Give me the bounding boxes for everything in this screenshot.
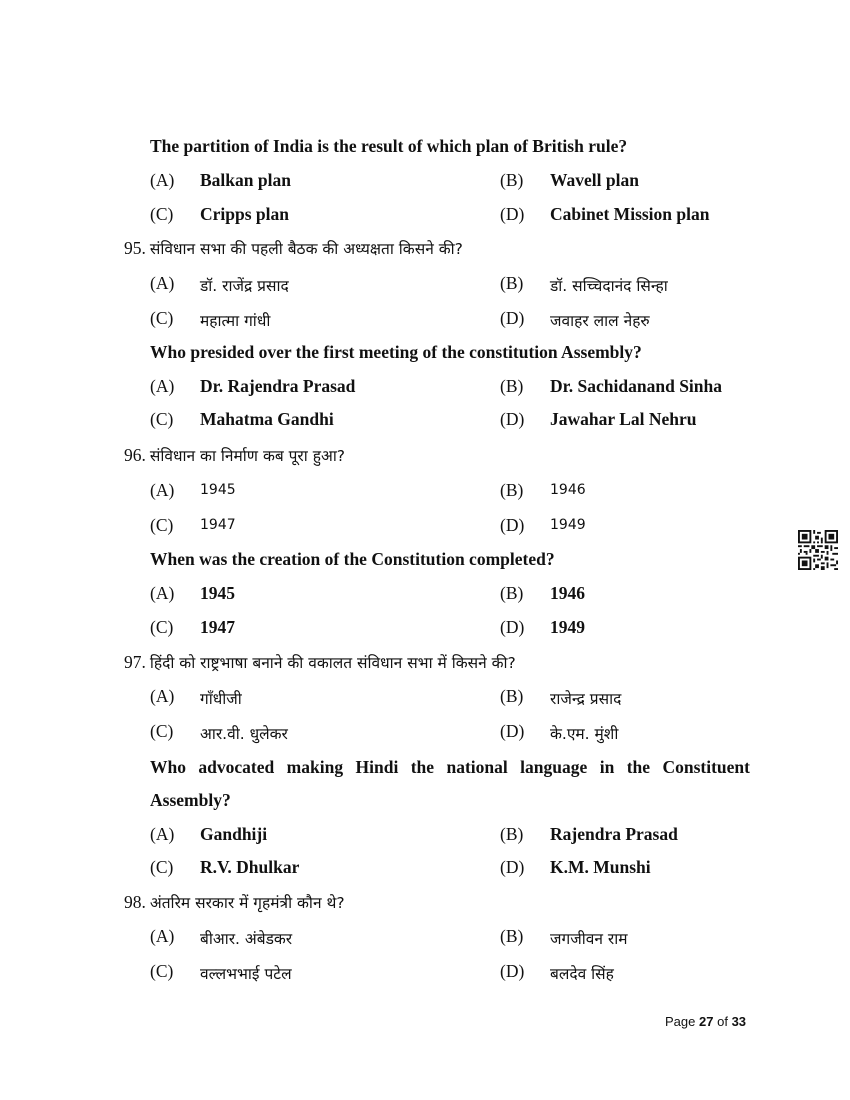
q95-hi-opt-b-text: डॉ. सच्चिदानंद सिन्हा — [550, 277, 668, 295]
q97-en-opt-d-text: K.M. Munshi — [550, 857, 651, 877]
q94-opt-a-text: Balkan plan — [200, 170, 291, 190]
q97-en-opt-a-text: Gandhiji — [200, 824, 268, 844]
q95-number: 95. — [124, 238, 146, 258]
q95-hi-opt-d-label: (D) — [500, 308, 525, 328]
q96-en-opt-d-text: 1949 — [550, 617, 585, 637]
q95-en-opt-a-text: Dr. Rajendra Prasad — [200, 376, 356, 396]
q97-hi-opt-c-text: आर.वी. धुलेकर — [200, 725, 288, 743]
q98-hi-opt-a-text: बीआर. अंबेडकर — [200, 930, 293, 948]
q98-question-hi: अंतरिम सरकार में गृहमंत्री कौन थे? — [149, 894, 345, 912]
q94-opt-d-label: (D) — [500, 204, 525, 224]
q97-hi-opt-c-label: (C) — [150, 721, 174, 741]
footer-page-word: Page — [665, 1014, 696, 1029]
q94-opt-c-text: Cripps plan — [200, 204, 289, 224]
q95-en-opt-c-label: (C) — [150, 409, 174, 429]
q95-en-opt-a-label: (A) — [150, 376, 175, 396]
q95-question-en: Who presided over the first meeting of the constitution Assembly? — [150, 342, 642, 362]
q98-hi-opt-c-text: वल्लभभाई पटेल — [200, 965, 292, 983]
q98-hi-opt-d-label: (D) — [500, 961, 525, 981]
q96-en-opt-b-text: 1946 — [550, 583, 585, 603]
q97-hi-opt-a-label: (A) — [150, 686, 175, 706]
q95-question-hi: संविधान सभा की पहली बैठक की अध्यक्षता किसने की? — [149, 240, 463, 258]
q97-en-opt-c-text: R.V. Dhulkar — [200, 857, 300, 877]
q97-hi-opt-a-text: गाँधीजी — [200, 690, 242, 708]
q97-question-en-line1: Who advocated making Hindi the national language in the Constituent — [150, 757, 750, 777]
q96-hi-opt-a-text: 1945 — [200, 482, 236, 498]
qr-code-icon — [798, 530, 838, 570]
q96-question-hi-row — [124, 444, 345, 466]
q96-en-opt-c-text: 1947 — [200, 617, 235, 637]
q95-en-opt-d-label: (D) — [500, 409, 525, 429]
q96-number: 96. — [124, 445, 146, 465]
page-footer — [665, 1014, 746, 1029]
q96-hi-opt-c-label: (C) — [150, 515, 174, 535]
q97-en-opt-c-label: (C) — [150, 857, 174, 877]
footer-total-pages: 33 — [731, 1014, 747, 1029]
q95-hi-opt-c-text: महात्मा गांधी — [200, 312, 271, 330]
q96-hi-opt-a-label: (A) — [150, 480, 175, 500]
q94-opt-a-label: (A) — [150, 170, 175, 190]
q96-en-opt-a-text: 1945 — [200, 583, 235, 603]
q95-en-opt-b-label: (B) — [500, 376, 524, 396]
q96-en-opt-c-label: (C) — [150, 617, 174, 637]
q98-question-hi-row — [124, 891, 345, 913]
q97-question-en-line2: Assembly? — [150, 790, 231, 810]
q95-en-opt-c-text: Mahatma Gandhi — [200, 409, 334, 429]
q95-hi-opt-d-text: जवाहर लाल नेहरु — [550, 312, 650, 330]
q95-hi-opt-b-label: (B) — [500, 273, 524, 293]
q96-en-opt-b-label: (B) — [500, 583, 524, 603]
q94-opt-c-label: (C) — [150, 204, 174, 224]
q98-hi-opt-a-label: (A) — [150, 926, 175, 946]
q94-opt-b-text: Wavell plan — [550, 170, 639, 190]
q96-hi-opt-d-text: 1949 — [550, 517, 586, 533]
q96-hi-opt-b-text: 1946 — [550, 482, 586, 498]
q97-question-hi-row — [124, 651, 516, 673]
q95-hi-opt-a-text: डॉ. राजेंद्र प्रसाद — [200, 277, 289, 295]
q98-hi-opt-b-text: जगजीवन राम — [550, 930, 628, 948]
q96-en-opt-a-label: (A) — [150, 583, 175, 603]
q96-en-opt-d-label: (D) — [500, 617, 525, 637]
q97-hi-opt-d-label: (D) — [500, 721, 525, 741]
q96-question-hi: संविधान का निर्माण कब पूरा हुआ? — [149, 447, 346, 465]
q94-opt-b-label: (B) — [500, 170, 524, 190]
q97-en-opt-b-text: Rajendra Prasad — [550, 824, 678, 844]
q94-opt-d-text: Cabinet Mission plan — [550, 204, 710, 224]
q97-en-opt-a-label: (A) — [150, 824, 175, 844]
q95-hi-opt-a-label: (A) — [150, 273, 175, 293]
q95-question-hi-row — [124, 237, 463, 259]
q96-hi-opt-b-label: (B) — [500, 480, 524, 500]
q98-hi-opt-d-text: बलदेव सिंह — [550, 965, 614, 983]
q96-hi-opt-d-label: (D) — [500, 515, 525, 535]
q97-en-opt-d-label: (D) — [500, 857, 525, 877]
q95-hi-opt-c-label: (C) — [150, 308, 174, 328]
q96-hi-opt-c-text: 1947 — [200, 517, 236, 533]
q98-hi-opt-b-label: (B) — [500, 926, 524, 946]
q97-question-hi: हिंदी को राष्ट्रभाषा बनाने की वकालत संविधान सभा में किसने की? — [149, 654, 516, 672]
q98-number: 98. — [124, 892, 146, 912]
q95-en-opt-b-text: Dr. Sachidanand Sinha — [550, 376, 723, 396]
q97-en-opt-b-label: (B) — [500, 824, 524, 844]
footer-current-page: 27 — [699, 1014, 714, 1029]
q95-en-opt-d-text: Jawahar Lal Nehru — [550, 409, 697, 429]
q97-hi-opt-b-text: राजेन्द्र प्रसाद — [550, 690, 622, 708]
footer-of-word: of — [717, 1014, 728, 1029]
q94-question-en: The partition of India is the result of which plan of British rule? — [150, 136, 628, 156]
q97-hi-opt-d-text: के.एम. मुंशी — [550, 725, 619, 743]
q98-hi-opt-c-label: (C) — [150, 961, 174, 981]
q96-question-en: When was the creation of the Constitution completed? — [150, 549, 555, 569]
q97-number: 97. — [124, 652, 146, 672]
q97-hi-opt-b-label: (B) — [500, 686, 524, 706]
